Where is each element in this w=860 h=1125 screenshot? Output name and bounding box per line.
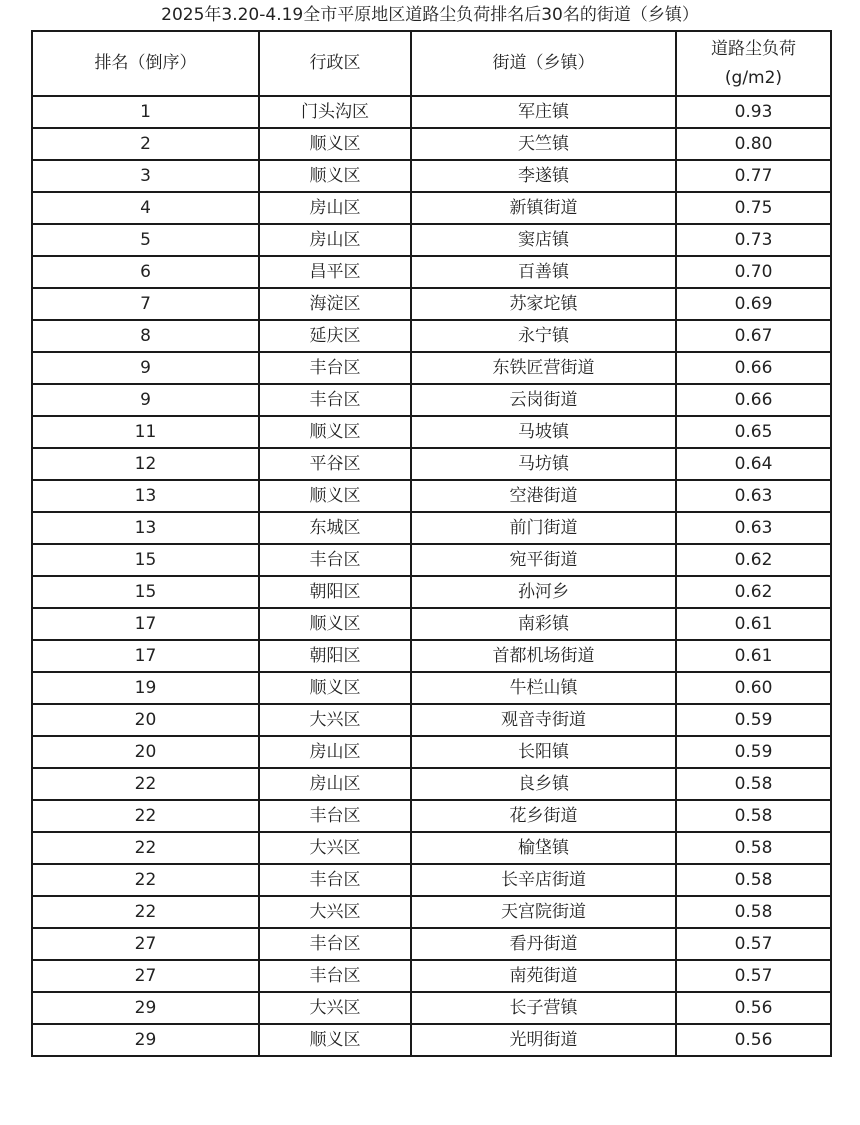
dust-load-cell: 0.62 [676,544,831,576]
header-dust-load-line1: 道路尘负荷 [711,38,796,59]
rank-cell: 8 [32,320,259,352]
table-row [32,128,831,160]
street-cell: 苏家坨镇 [411,288,676,320]
table-row [32,896,831,928]
table-row [32,256,831,288]
rank-cell: 9 [32,384,259,416]
street-cell: 天竺镇 [411,128,676,160]
dust-load-cell: 0.61 [676,608,831,640]
street-cell: 牛栏山镇 [411,672,676,704]
table-row [32,864,831,896]
rank-cell: 20 [32,736,259,768]
dust-load-cell: 0.58 [676,896,831,928]
street-cell: 南彩镇 [411,608,676,640]
table-row [32,192,831,224]
header-dust-load [676,31,831,96]
table-row [32,416,831,448]
district-cell: 延庆区 [259,320,411,352]
rank-cell: 22 [32,896,259,928]
street-cell: 宛平街道 [411,544,676,576]
rank-cell: 27 [32,928,259,960]
table-row [32,288,831,320]
dust-load-cell: 0.58 [676,832,831,864]
rank-cell: 4 [32,192,259,224]
table-title: 2025年3.20-4.19全市平原地区道路尘负荷排名后30名的街道（乡镇） [161,5,699,25]
table-row [32,928,831,960]
district-cell: 房山区 [259,192,411,224]
rank-cell: 6 [32,256,259,288]
rank-cell: 17 [32,640,259,672]
district-cell: 顺义区 [259,608,411,640]
district-cell: 丰台区 [259,960,411,992]
district-cell: 大兴区 [259,896,411,928]
dust-load-cell: 0.93 [676,96,831,128]
street-cell: 马坊镇 [411,448,676,480]
street-cell: 孙河乡 [411,576,676,608]
table-row [32,768,831,800]
rank-cell: 22 [32,800,259,832]
dust-load-cell: 0.58 [676,864,831,896]
rank-cell: 20 [32,704,259,736]
dust-load-cell: 0.75 [676,192,831,224]
dust-load-cell: 0.64 [676,448,831,480]
rank-cell: 5 [32,224,259,256]
table-row [32,96,831,128]
rank-cell: 2 [32,128,259,160]
district-cell: 大兴区 [259,992,411,1024]
street-cell: 花乡街道 [411,800,676,832]
dust-load-cell: 0.80 [676,128,831,160]
dust-load-cell: 0.58 [676,768,831,800]
district-cell: 东城区 [259,512,411,544]
header-rank: 排名（倒序） [32,31,259,96]
district-cell: 昌平区 [259,256,411,288]
street-cell: 百善镇 [411,256,676,288]
dust-load-cell: 0.65 [676,416,831,448]
street-cell: 观音寺街道 [411,704,676,736]
dust-load-cell: 0.59 [676,736,831,768]
dust-load-cell: 0.73 [676,224,831,256]
dust-load-cell: 0.67 [676,320,831,352]
dust-load-cell: 0.69 [676,288,831,320]
table-row [32,576,831,608]
header-row [32,31,831,96]
street-cell: 李遂镇 [411,160,676,192]
dust-load-cell: 0.61 [676,640,831,672]
rank-cell: 15 [32,544,259,576]
dust-load-cell: 0.60 [676,672,831,704]
table-row [32,384,831,416]
district-cell: 顺义区 [259,160,411,192]
district-cell: 丰台区 [259,928,411,960]
dust-load-cell: 0.77 [676,160,831,192]
table-body [32,96,831,1056]
dust-load-cell: 0.57 [676,960,831,992]
table-row [32,704,831,736]
district-cell: 房山区 [259,768,411,800]
district-cell: 大兴区 [259,704,411,736]
district-cell: 顺义区 [259,128,411,160]
dust-load-cell: 0.66 [676,352,831,384]
street-cell: 军庄镇 [411,96,676,128]
dust-load-cell: 0.58 [676,800,831,832]
street-cell: 天宫院街道 [411,896,676,928]
street-cell: 首都机场街道 [411,640,676,672]
rank-cell: 1 [32,96,259,128]
district-cell: 大兴区 [259,832,411,864]
district-cell: 房山区 [259,224,411,256]
rank-cell: 22 [32,832,259,864]
street-cell: 长辛店街道 [411,864,676,896]
table-row [32,832,831,864]
street-cell: 新镇街道 [411,192,676,224]
table-row [32,672,831,704]
ranking-table [31,30,832,1057]
table-row [32,352,831,384]
dust-load-cell: 0.56 [676,1024,831,1056]
district-cell: 朝阳区 [259,576,411,608]
rank-cell: 29 [32,992,259,1024]
district-cell: 朝阳区 [259,640,411,672]
rank-cell: 19 [32,672,259,704]
table-row [32,160,831,192]
dust-load-cell: 0.70 [676,256,831,288]
rank-cell: 15 [32,576,259,608]
district-cell: 门头沟区 [259,96,411,128]
rank-cell: 12 [32,448,259,480]
table-row [32,736,831,768]
district-cell: 丰台区 [259,352,411,384]
header-dust-load-unit: (g/m2) [724,67,783,88]
district-cell: 丰台区 [259,800,411,832]
rank-cell: 17 [32,608,259,640]
district-cell: 房山区 [259,736,411,768]
table-row [32,512,831,544]
street-cell: 云岗街道 [411,384,676,416]
table-row [32,224,831,256]
rank-cell: 13 [32,480,259,512]
rank-cell: 22 [32,768,259,800]
street-cell: 南苑街道 [411,960,676,992]
street-cell: 良乡镇 [411,768,676,800]
district-cell: 顺义区 [259,480,411,512]
table-row [32,320,831,352]
rank-cell: 22 [32,864,259,896]
street-cell: 看丹街道 [411,928,676,960]
district-cell: 丰台区 [259,864,411,896]
rank-cell: 7 [32,288,259,320]
district-cell: 丰台区 [259,544,411,576]
district-cell: 顺义区 [259,1024,411,1056]
table-row [32,608,831,640]
street-cell: 永宁镇 [411,320,676,352]
table-row [32,640,831,672]
dust-load-cell: 0.63 [676,480,831,512]
rank-cell: 29 [32,1024,259,1056]
street-cell: 长阳镇 [411,736,676,768]
rank-cell: 3 [32,160,259,192]
rank-cell: 9 [32,352,259,384]
rank-cell: 13 [32,512,259,544]
street-cell: 榆垡镇 [411,832,676,864]
street-cell: 马坡镇 [411,416,676,448]
street-cell: 窦店镇 [411,224,676,256]
table-header [32,31,831,96]
table-row [32,800,831,832]
street-cell: 前门街道 [411,512,676,544]
district-cell: 丰台区 [259,384,411,416]
street-cell: 长子营镇 [411,992,676,1024]
rank-cell: 11 [32,416,259,448]
table-row [32,480,831,512]
dust-load-cell: 0.62 [676,576,831,608]
dust-load-cell: 0.56 [676,992,831,1024]
district-cell: 平谷区 [259,448,411,480]
street-cell: 光明街道 [411,1024,676,1056]
dust-load-cell: 0.63 [676,512,831,544]
table-row [32,960,831,992]
header-district: 行政区 [259,31,411,96]
street-cell: 空港街道 [411,480,676,512]
district-cell: 海淀区 [259,288,411,320]
table-row [32,992,831,1024]
dust-load-cell: 0.66 [676,384,831,416]
street-cell: 东铁匠营街道 [411,352,676,384]
table-row [32,1024,831,1056]
district-cell: 顺义区 [259,672,411,704]
dust-load-cell: 0.59 [676,704,831,736]
dust-load-cell: 0.57 [676,928,831,960]
district-cell: 顺义区 [259,416,411,448]
rank-cell: 27 [32,960,259,992]
table-row [32,544,831,576]
header-street: 街道（乡镇） [411,31,676,96]
table-row [32,448,831,480]
